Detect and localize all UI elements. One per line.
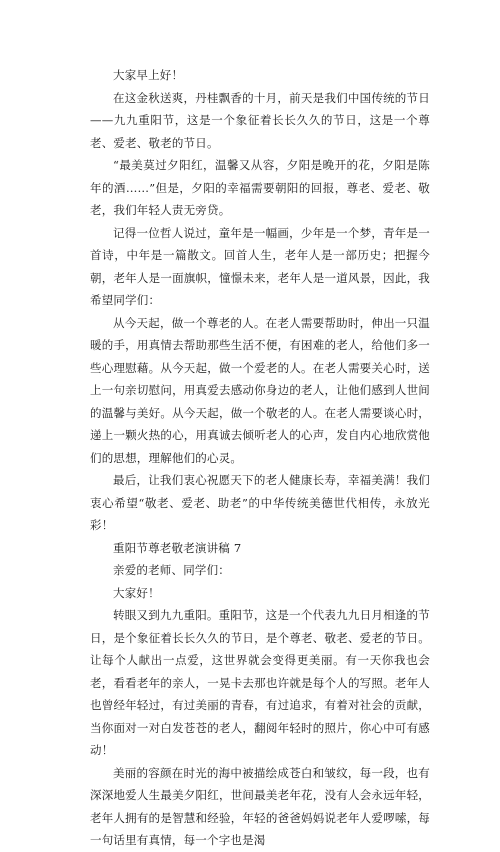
section-title: 重阳节尊老敬老演讲稿 7 xyxy=(113,540,242,555)
paragraph-beauty: 美丽的容颜在时光的海中被描绘成苍白和皱纹，每一段，也有深深地爱人生最美夕阳红，世间最美老年花，没有人会永远年轻，老年人拥有的是智慧和经验，年轻的爸爸妈妈说老年人爱啰嗦，每一句话里有真情，每一个字也是渴 xyxy=(90,765,430,847)
paragraph-greeting-2: 大家好！ xyxy=(113,585,160,600)
paragraph-from-today: 从今天起，做一个尊老的人。在老人需要帮助时，伸出一只温暖的手，用真情去帮助那些生活不便，有困难的老人，给他们多一些心理慰藉。从今天起，做一个爱老的人。在老人需要关心时，送上一句亲切慰问，用真爱去感动你身边的老人，让他们感到人世间的温馨与美好。从今天起，做一个敬老的人。在老人需要谈心时，递上一颗火热的心，用真诚去倾听老人的心声，发自内心地欣赏他们的思想，理解他们的心灵。 xyxy=(90,315,430,465)
paragraph-intro: 在这金秋送爽，丹桂飘香的十月，前天是我们中国传统的节日——九九重阳节，这是一个象征着长长久久的节日，这是一个尊老、爱老、敬老的节日。 xyxy=(90,90,430,150)
paragraph-greeting: 大家早上好！ xyxy=(113,68,184,82)
paragraph-double-ninth: 转眼又到九九重阳。重阳节，这是一个代表九九日月相逢的节日，是个象征着长长久久的节日，是个尊老、敬老、爱老的节日。让每个人献出一点爱，这世界就会变得更美丽。有一天你我也会老，看看老年的亲人，一晃卡去那也许就是每个人的写照。老年人也曾经年轻过，有过美丽的青春，有过追求，有着对社会的贡献，当你面对一对白发苍苍的老人，翻阅年轻时的照片，你心中可有感动！ xyxy=(90,608,430,757)
paragraph-philosopher: 记得一位哲人说过，童年是一幅画，少年是一个梦，青年是一首诗，中年是一篇散文。回首人生，老年人是一部历史；把握今朝，老年人是一面旗帜，憧憬未来，老年人是一道风景，因此，我希望同学们： xyxy=(90,225,430,307)
paragraph-salutation: 亲爱的老师、同学们： xyxy=(113,563,230,577)
paragraph-closing: 最后，让我们衷心祝愿天下的老人健康长寿，幸福美满！我们衷心希望“敬老、爱老、助老”的中华传统美德世代相传，永放光彩！ xyxy=(90,473,430,532)
paragraph-sunset-quote: “最美莫过夕阳红，温馨又从容，夕阳是晚开的花，夕阳是陈年的酒……”但是，夕阳的幸福需要朝阳的回报，尊老、爱老、敬老，我们年轻人责无旁贷。 xyxy=(90,158,430,217)
